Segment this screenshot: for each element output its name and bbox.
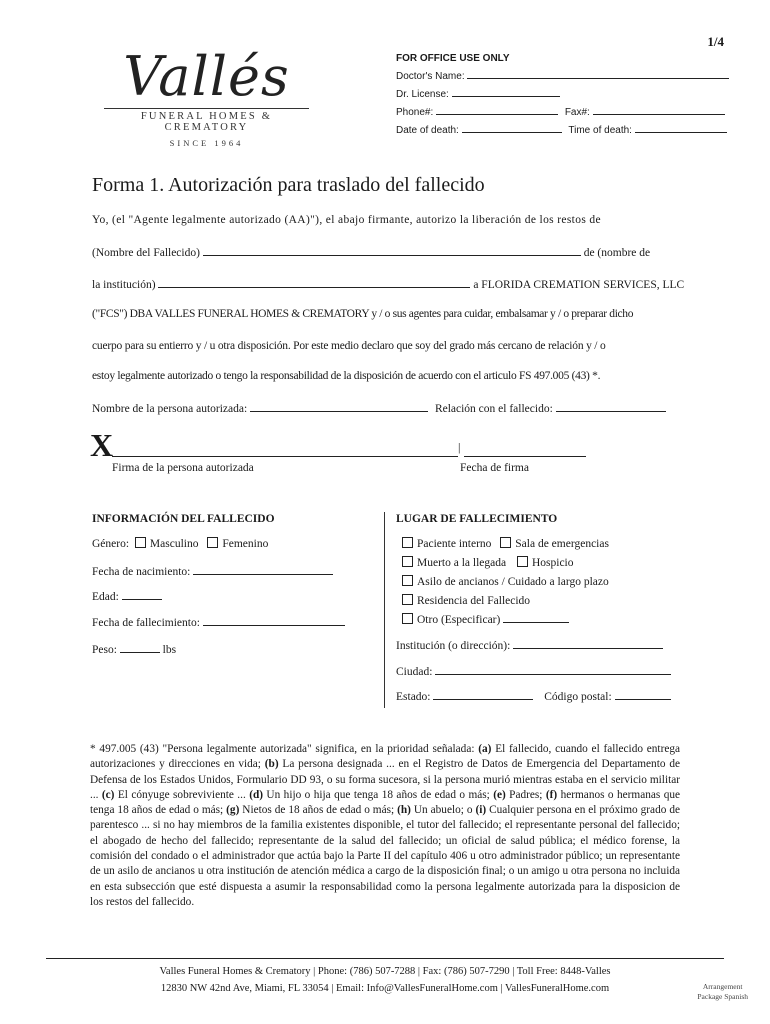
- birth-label: Fecha de nacimiento:: [92, 566, 191, 578]
- form-line-3: [92, 277, 685, 291]
- date-of-death-field[interactable]: [462, 122, 562, 133]
- line3-suffix: a FLORIDA CREMATION SERVICES, LLC: [473, 279, 685, 291]
- other-label: Otro (Especificar): [417, 614, 501, 626]
- doctor-name-row: [396, 68, 729, 86]
- city-field[interactable]: [435, 664, 671, 675]
- fax-field[interactable]: [593, 104, 725, 115]
- residence-checkbox[interactable]: [402, 594, 413, 605]
- gender-label: Género:: [92, 538, 130, 550]
- male-checkbox[interactable]: [135, 537, 146, 548]
- license-label: Dr. License:: [396, 89, 449, 100]
- state-field[interactable]: [433, 689, 533, 700]
- note-text-2: El fallecido, cuando el fallecido entrega autorizaciones y direcciones en vida;: [90, 743, 681, 771]
- form-line-4: ("FCS") DBA VALLES FUNERAL HOMES & CREMATORY y / o sus agentes para cuidar, embalsamar y / o preparar dicho: [92, 308, 634, 320]
- logo-since: [104, 138, 309, 148]
- fax-label: Fax#:: [564, 107, 590, 118]
- nursing-home-checkbox[interactable]: [402, 575, 413, 586]
- valles-logo: [104, 45, 309, 148]
- deceased-heading: INFORMACIÓN DEL FALLECIDO: [92, 513, 275, 525]
- city-label: Ciudad:: [396, 666, 433, 678]
- logo-wordmark: Vallés: [123, 45, 290, 108]
- license-row: [396, 86, 729, 104]
- place-row-2: [402, 556, 574, 569]
- form-line-2: [92, 245, 680, 259]
- footer-divider: [46, 958, 724, 959]
- note-marker-c: (c): [101, 788, 115, 801]
- death-date-row: [92, 615, 345, 629]
- zip-label: Código postal:: [544, 691, 612, 703]
- note-marker-a: (a): [478, 743, 492, 755]
- note-text-1: * 497.005 (43) "Persona legalmente autorizada" significa, en la prioridad señalada:: [90, 743, 479, 755]
- note-text-5: Un hijo o hija que tenga 18 años de edad o más;: [263, 788, 494, 801]
- death-row: [396, 122, 729, 140]
- emergency-room-checkbox[interactable]: [500, 537, 511, 548]
- weight-row: [92, 642, 176, 656]
- logo-subtitle-text: FUNERAL HOMES & CREMATORY: [140, 111, 273, 133]
- authorized-name-label: Nombre de la persona autorizada:: [92, 403, 248, 415]
- legal-note: [90, 742, 680, 910]
- hospice-checkbox[interactable]: [517, 556, 528, 567]
- note-marker-d: (d): [249, 788, 264, 801]
- note-marker-b: (b): [264, 758, 279, 771]
- institution-row: [396, 638, 663, 652]
- note-text-7: hermanos o hermanas que tenga 18 años de edad o más;: [90, 788, 681, 817]
- doctor-name-field[interactable]: [467, 68, 729, 79]
- logo-since-text: SINCE 1964: [169, 138, 244, 148]
- phone-label: Phone#:: [396, 107, 434, 118]
- signature-field[interactable]: [112, 446, 458, 457]
- nursing-home-label: Asilo de ancianos / Cuidado a largo plazo: [417, 576, 609, 588]
- place-heading: LUGAR DE FALLECIMIENTO: [396, 513, 558, 525]
- death-date-label: Fecha de fallecimiento:: [92, 617, 200, 629]
- birth-date-field[interactable]: [193, 564, 333, 575]
- note-text-9: Un abuelo; o: [410, 804, 476, 817]
- phone-fax-row: [396, 104, 729, 122]
- deceased-name-field[interactable]: [203, 245, 581, 256]
- signature-x-mark: X: [90, 427, 114, 463]
- office-heading: FOR OFFICE USE ONLY: [396, 53, 510, 64]
- note-text-8: Nietos de 18 años de edad o más;: [239, 804, 398, 817]
- form-title: Forma 1. Autorización para traslado del fallecido: [92, 174, 485, 196]
- state-zip-row: [396, 689, 671, 703]
- deceased-name-label: (Nombre del Fallecido): [92, 247, 200, 259]
- weight-field[interactable]: [120, 642, 160, 653]
- note-marker-h: (h): [397, 804, 411, 817]
- note-text-3: La persona designada ... en el Registro de Datos de Emergencia del Departamento de Defensa de los Estados Unidos, Formulario DD 93, o su forma sucesora, si la persona murió mientras estaba en el servicio militar ...: [90, 758, 680, 801]
- gender-row: [92, 537, 268, 550]
- logo-subtitle: [104, 108, 309, 133]
- institution-address-field[interactable]: [513, 638, 663, 649]
- phone-field[interactable]: [436, 104, 558, 115]
- institution-label: la institución): [92, 279, 156, 291]
- residence-label: Residencia del Fallecido: [417, 595, 531, 607]
- emergency-room-label: Sala de emergencias: [515, 538, 609, 550]
- age-label: Edad:: [92, 591, 119, 603]
- institution-address-label: Institución (o dirección):: [396, 640, 511, 652]
- female-checkbox[interactable]: [207, 537, 218, 548]
- weight-label: Peso:: [92, 644, 117, 656]
- state-label: Estado:: [396, 691, 431, 703]
- office-use-block: [396, 50, 729, 140]
- form-line-1: Yo, (el "Agente legalmente autorizado (AA)"), el abajo firmante, autorizo la liberación de los restos de: [92, 214, 601, 226]
- time-of-death-label: Time of death:: [568, 125, 632, 136]
- note-text-4: El cónyuge sobreviviente ...: [114, 788, 250, 801]
- note-text-10: Cualquier persona en el próximo grado de parentesco ... si no hay miembros de la familia existentes disponible, el tutor del fallecido; el representante personal del fallecido; el abogado de hecho del fallecido; representante de la salud del fallecido; un oficial de salud pública; el médico forense, la comisión del condado o el administrador que actúa bajo la Parte II del capítulo 406 u otro administrador público; un representante de un asilo de ancianos u otra institución de atención médica a cargo de la disposición final; o un amigo u otra persona no incluida en esta subsección que esté dispuesta a asumir la responsabilidad como la persona legalmente autorizada para la disposicion de los restos del fallecido.: [90, 804, 680, 908]
- note-marker-e: (e): [493, 788, 506, 801]
- authorized-name-field[interactable]: [250, 401, 428, 412]
- footer-contact: Valles Funeral Homes & Crematory | Phone: (786) 507-7288 | Fax: (786) 507-7290 | Toll Free: 8448-Valles: [159, 966, 611, 977]
- death-date-field[interactable]: [203, 615, 345, 626]
- birth-row: [92, 564, 333, 578]
- signature-label: Firma de la persona autorizada: [112, 462, 254, 474]
- note-marker-f: (f): [545, 788, 558, 801]
- age-row: [92, 589, 162, 603]
- inpatient-label: Paciente interno: [417, 538, 492, 550]
- male-label: Masculino: [149, 538, 199, 550]
- note-marker-i: (i): [475, 804, 487, 817]
- female-label: Femenino: [222, 538, 269, 550]
- form-line-6: estoy legalmente autorizado o tengo la responsabilidad de la disposición de acuerdo con el articulo FS 497.005 (43) *.: [92, 370, 601, 382]
- institution-name-field[interactable]: [158, 277, 470, 288]
- other-checkbox[interactable]: [402, 613, 413, 624]
- form-line-5: cuerpo para su entierro y / u otra disposición. Por este medio declaro que soy del grado más cercano de relación y / o: [92, 340, 606, 352]
- corner-label-1: Arrangement: [702, 982, 743, 991]
- column-divider: [384, 512, 385, 708]
- signature-separator: |: [458, 440, 461, 454]
- city-row: [396, 664, 671, 678]
- line2-suffix: de (nombre de: [583, 247, 651, 259]
- corner-label: [697, 982, 748, 1002]
- inpatient-checkbox[interactable]: [402, 537, 413, 548]
- zip-field[interactable]: [615, 689, 671, 700]
- note-text-6: Padres;: [505, 788, 546, 801]
- doctor-name-label: Doctor's Name:: [396, 71, 465, 82]
- relation-label: Relación con el fallecido:: [434, 403, 553, 415]
- hospice-label: Hospicio: [531, 557, 574, 569]
- place-row-1: [402, 537, 609, 550]
- relation-field[interactable]: [556, 401, 666, 412]
- dead-on-arrival-label: Muerto a la llegada: [417, 557, 507, 569]
- other-specify-field[interactable]: [503, 612, 569, 623]
- weight-unit: lbs: [162, 644, 177, 656]
- license-field[interactable]: [452, 86, 560, 97]
- authorized-row: [92, 401, 680, 415]
- signature-date-field[interactable]: [464, 446, 586, 457]
- place-row-5: [402, 612, 569, 626]
- note-marker-g: (g): [226, 804, 240, 817]
- signature-date-label: Fecha de firma: [460, 462, 529, 474]
- time-of-death-field[interactable]: [635, 122, 727, 133]
- page-number: 1/4: [707, 34, 724, 49]
- footer-address: 12830 NW 42nd Ave, Miami, FL 33054 | Email: Info@VallesFuneralHome.com | VallesFuneralHome.com: [160, 983, 610, 994]
- corner-label-2: Package Spanish: [697, 992, 748, 1001]
- dead-on-arrival-checkbox[interactable]: [402, 556, 413, 567]
- age-field[interactable]: [122, 589, 162, 600]
- place-row-3: [402, 575, 609, 588]
- date-of-death-label: Date of death:: [396, 125, 459, 136]
- place-row-4: [402, 594, 530, 607]
